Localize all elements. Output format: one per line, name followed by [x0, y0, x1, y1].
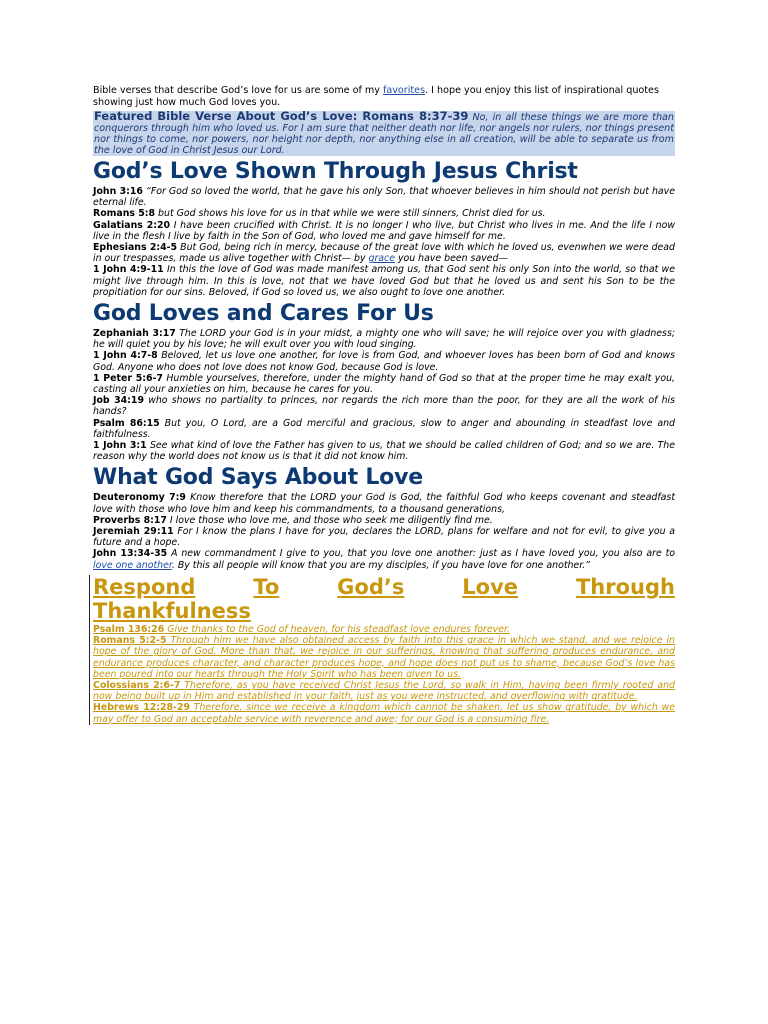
- title-word: Love: [462, 574, 519, 599]
- love-one-another-link[interactable]: love one another: [93, 559, 172, 571]
- grace-link[interactable]: grace: [368, 253, 395, 265]
- verse-text: I love those who love me, and those who seek me diligently find me.: [166, 514, 493, 526]
- title-word: God’s: [337, 574, 405, 599]
- section-title: God’s Love Shown Through Jesus Christ: [93, 159, 578, 184]
- verse-link[interactable]: [93, 624, 675, 635]
- verse: [93, 515, 675, 526]
- verse-text: I have been crucified with Christ. It is no longer I who live, but Christ who lives in me. And the life I now live in the flesh I live by faith in the Son of God, who loved me and gave himself for me.: [93, 219, 676, 242]
- featured-heading: Featured Bible Verse About God’s Love: Romans 8:37-39: [94, 109, 469, 123]
- verse-link[interactable]: [93, 680, 675, 702]
- verse-text: Beloved, let us love one another, for love is from God, and whoever loves has been born of God and knows God. Anyone who does not love does not know God, because God is love.: [93, 350, 675, 373]
- verse-ref: Galatians 2:20: [93, 219, 171, 231]
- verse: [93, 208, 675, 219]
- title-word: Respond: [93, 574, 196, 599]
- verse-ref: Romans 5:2-5: [93, 635, 167, 647]
- verse-text: But God, being rich in mercy, because of the great love with which he loved us, evenwhen we were dead in our trespasses, made us alive together with Christ— by: [93, 242, 676, 265]
- verse: [93, 395, 675, 417]
- verse-ref: John 3:16: [93, 186, 143, 197]
- verse-ref: Ephesians 2:4-5: [93, 242, 178, 254]
- verse-text: who shows no partiality to princes, nor regards the rich more than the poor, for they are all the work of his hands?: [93, 395, 676, 418]
- verse: [93, 264, 675, 298]
- verse: [93, 328, 675, 350]
- verse-text: In this the love of God was made manifest among us, that God sent his only Son into the world, so that we might live through him. In this is love, not that we have loved God but that he loved us and sent his Son to be the propitiation for our sins. Beloved, if God so loved us, we also ought to love one another.: [93, 264, 675, 298]
- verse-text-end: . By this all people will know that you are my disciples, if you have love for one another.”: [171, 559, 591, 571]
- verse-ref: Psalm 136:26: [93, 623, 165, 635]
- verse-text: A new commandment I give to you, that you love one another: just as I have loved you, you also are to: [167, 548, 675, 560]
- intro-text: Bible verses that describe God’s love for us are some of my: [93, 85, 383, 96]
- verse-ref: 1 Peter 5:6-7: [93, 372, 163, 384]
- title-word: To: [253, 574, 280, 599]
- respond-title-line2: Thankfulness: [93, 598, 251, 623]
- verse-ref: 1 John 4:7-8: [93, 350, 158, 362]
- intro-paragraph: [93, 85, 675, 109]
- favorites-link[interactable]: favorites: [383, 85, 426, 96]
- verse-text-end: you have been saved—: [394, 253, 508, 265]
- verse-text: See what kind of love the Father has given to us, that we should be called children of God; and so we are. The reason why the world does not know us is that it did not know him.: [93, 440, 675, 463]
- verse-ref: John 13:34-35: [93, 548, 168, 560]
- verse-text: but God shows his love for us in that while we were still sinners, Christ died for us.: [155, 208, 546, 220]
- featured-verse-box: [93, 111, 675, 156]
- section-title: What God Says About Love: [93, 465, 423, 491]
- respond-title-line1: [93, 575, 675, 599]
- verse: [93, 440, 675, 462]
- verse-text: Therefore, since we receive a kingdom which cannot be shaken, let us show gratitude, by which we may offer to God an acceptable service with reverence and awe; for our God is a consuming fire.: [93, 702, 675, 725]
- verse-ref: 1 John 4:9-11: [93, 264, 164, 276]
- verse: [93, 526, 675, 548]
- verse-text: “For God so loved the world, that he gave his only Son, that whoever believes in him should not perish but have eternal life.: [93, 186, 675, 209]
- verse-text: For I know the plans I have for you, declares the LORD, plans for welfare and not for evil, to give you a future and a hope.: [93, 526, 675, 549]
- verse-ref: Job 34:19: [93, 395, 144, 407]
- respond-title: [93, 575, 675, 623]
- verse-text: Give thanks to the God of heaven, for his steadfast love endures forever.: [164, 623, 510, 635]
- verse: [93, 492, 675, 514]
- verse-ref: Jeremiah 29:11: [93, 526, 174, 538]
- document-body: [93, 85, 675, 725]
- verse: [93, 373, 675, 395]
- verse-ref: Colossians 2:6-7: [93, 679, 181, 691]
- verse-text: But you, O Lord, are a God merciful and gracious, slow to anger and abounding in steadfast love and faithfulness.: [93, 417, 675, 440]
- section-title: God Loves and Cares For Us: [93, 301, 434, 327]
- verse-ref: Hebrews 12:28-29: [93, 702, 190, 714]
- verse-ref: Romans 5:8: [93, 208, 156, 220]
- title-word: Through: [575, 574, 675, 599]
- verse-ref: Zephaniah 3:17: [93, 328, 176, 340]
- respond-section: [89, 575, 675, 725]
- verse-link[interactable]: [93, 635, 675, 680]
- verse: [93, 418, 675, 440]
- verse: [93, 242, 675, 264]
- verse-link[interactable]: [93, 702, 675, 724]
- verse-text: Know therefore that the LORD your God is God, the faithful God who keeps covenant and steadfast love with those who love him and keep his commandments, to a thousand generations,: [93, 492, 675, 515]
- verse-text: The LORD your God is in your midst, a mighty one who will save; he will rejoice over you with gladness; he will quiet you by his love; he will exult over you with loud singing.: [93, 328, 675, 351]
- verse-text: Humble yourselves, therefore, under the mighty hand of God so that at the proper time he may exalt you, casting all your anxieties on him, because he cares for you.: [93, 372, 676, 396]
- intro-text-end: . I hope you enjoy this list of inspirational quotes showing just how much God loves you.: [93, 85, 659, 108]
- verse-ref: Psalm 86:15: [93, 417, 160, 429]
- verse-text: Through him we have also obtained access by faith into this grace in which we stand, and we rejoice in hope of the glory of God. More than that, we rejoice in our sufferings, knowing that suffering produces endurance, and endurance produces character, and character produces hope, and hope does not put us to shame, because God’s love has been poured into our hearts through the Holy Spirit who has been given to us.: [93, 635, 675, 680]
- verse: [93, 350, 675, 372]
- verse-text: Therefore, as you have received Christ Jesus the Lord, so walk in Him, having been firmly rooted and now being built up in Him and established in your faith, just as you were instructed, and overflowing with gratitude.: [93, 679, 675, 703]
- verse: [93, 186, 675, 208]
- verse: [93, 220, 675, 242]
- verse-ref: Proverbs 8:17: [93, 514, 167, 526]
- featured-verse-text: No, in all these things we are more than conquerors through him who loved us. For I am sure that neither death nor life, nor angels nor rulers, nor things present nor things to come, nor powers, nor height nor depth, nor anything else in all creation, will be able to separate us from the love of God in Christ Jesus our Lord.: [94, 112, 674, 156]
- verse: [93, 548, 675, 570]
- verse-ref: Deuteronomy 7:9: [93, 492, 186, 504]
- verse-ref: 1 John 3:1: [93, 440, 147, 452]
